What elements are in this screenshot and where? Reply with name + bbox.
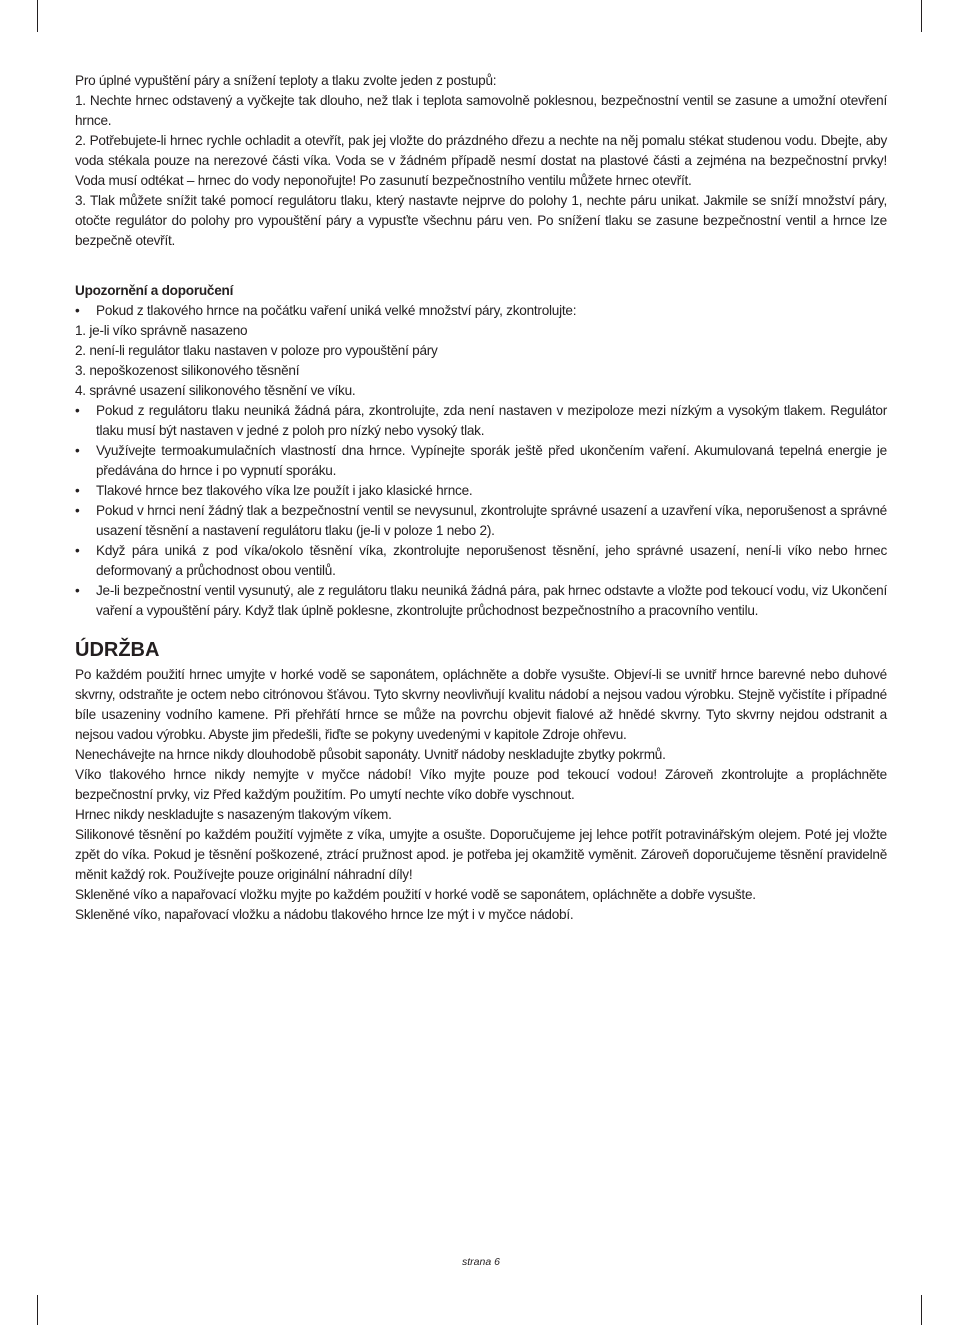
- maintenance-paragraph: Skleněné víko a napařovací vložku myjte po každém použití v horké vodě se saponátem, opláchněte a dobře vysušte.: [75, 887, 756, 902]
- warning-bullet: [75, 301, 887, 321]
- check-item: 4. správné usazení silikonového těsnění ve víku.: [75, 383, 356, 398]
- bullet-symbol: •: [75, 403, 80, 418]
- maintenance-paragraph: Skleněné víko, napařovací vložku a nádobu tlakového hrnce lze mýt i v myčce nádobí.: [75, 907, 574, 922]
- maintenance-paragraph: Nenechávejte na hrnce nikdy dlouhodobě působit saponáty. Uvnitř nádoby neskladujte zbytky pokrmů.: [75, 747, 666, 762]
- bullet-symbol: •: [75, 483, 80, 498]
- bullet-text: Pokud v hrnci není žádný tlak a bezpečnostní ventil se nevysunul, zkontrolujte správné usazení a uzavření víka, neporušenost a správné usazení těsnění a nastavení regulátoru tlaku (je-li v poloze 1 nebo 2).: [96, 503, 887, 538]
- spacer: [75, 251, 887, 269]
- warning-bullet: [75, 581, 887, 621]
- procedure-step-3: 3. Tlak můžete snížit také pomocí regulátoru tlaku, který nastavte nejprve do polohy 1, nechte páru unikat. Jakmile se sníží množství páry, otočte regulátor do polohy pro vypouštění páry a vypusťte všechnu páru ven. Po snížení tlaku se zasune bezpečnostní ventil a hrnce lze bezpečně otevřít.: [75, 193, 887, 248]
- maintenance-paragraph: Po každém použití hrnec umyjte v horké vodě se saponátem, opláchněte a dobře vysušte. Objeví-li se uvnitř hrnce barevné nebo duhové skvrny, odstraňte je octem nebo citrónovou šťávou. Tyto skvrny neovlivňují kvalitu nádobí a nejsou vadou výrobku. Stejně vyčistíte i případné bíle usazeniny vodního kamene. Při přehřátí hrnce se může na povrchu objevit fialové až hnědé skvrny. Tyto skvrny nejdou odstranit a nejsou vadou výrobku. Abyste jim předešli, řiďte se pokyny uvedenými v kapitole Zdroje ohřevu.: [75, 667, 887, 742]
- warning-bullet: [75, 401, 887, 441]
- bullet-symbol: •: [75, 543, 80, 558]
- check-item: 2. není-li regulátor tlaku nastaven v poloze pro vypouštění páry: [75, 343, 438, 358]
- bullet-text: Je-li bezpečnostní ventil vysunutý, ale z regulátoru tlaku neuniká žádná pára, pak hrnec odstavte a vložte pod tekoucí vodu, viz Ukončení vaření a vypouštění páry. Když tlak úplně poklesne, zkontrolujte průchodnost bezpečnostního a pracovního ventilu.: [96, 583, 887, 618]
- maintenance-paragraph: Hrnec nikdy neskladujte s nasazeným tlakovým víkem.: [75, 807, 392, 822]
- bullet-symbol: •: [75, 583, 80, 598]
- bullet-text: Využívejte termoakumulačních vlastností dna hrnce. Vypínejte sporák ještě před ukončením vaření. Akumulovaná tepelná energie je předávána do hrnce i po vypnutí sporáku.: [96, 443, 887, 478]
- maintenance-heading: ÚDRŽBA: [75, 639, 160, 661]
- check-item: 3. nepoškozenost silikonového těsnění: [75, 363, 300, 378]
- bullet-symbol: •: [75, 503, 80, 518]
- maintenance-paragraph: Silikonové těsnění po každém použití vyjměte z víka, umyjte a osušte. Doporučujeme jej lehce potřít potravinářským olejem. Poté jej vložte zpět do víka. Pokud je těsnění poškozené, ztrácí pružnost apod. je potřeba jej okamžitě vyměnit. Zároveň doporučujeme těsnění pravidelně měnit každý rok. Používejte pouze originální náhradní díly!: [75, 827, 887, 882]
- bullet-text: Tlakové hrnce bez tlakového víka lze použít i jako klasické hrnce.: [96, 483, 473, 498]
- crop-mark-top-left: [37, 0, 38, 32]
- bullet-text: Když pára uniká z pod víka/okolo těsnění víka, zkontrolujte neporušenost těsnění, jeho správné usazení, není-li víko nebo hrnec deformovaný a průchodnost obou ventilů.: [96, 543, 887, 578]
- page-content: [75, 71, 887, 925]
- bullet-text: Pokud z regulátoru tlaku neuniká žádná pára, zkontrolujte, zda není nastaven v mezipoloze mezi nízkým a vysokým tlakem. Regulátor tlaku musí být nastaven v jedné z poloh pro nízký nebo vysoký tlak.: [96, 403, 887, 438]
- bullet-symbol: •: [75, 303, 80, 318]
- warning-bullet: [75, 541, 887, 581]
- procedure-step-2: 2. Potřebujete-li hrnec rychle ochladit a otevřít, pak jej vložte do prázdného dřezu a nechte na něj pomalu stékat studenou vodu. Dbejte, aby voda stékala pouze na nerezové části víka. Voda se v žádném případě nesmí dostat na plastové části a zejména na bezpečnostní prvky! Voda musí odtékat – hrnec do vody neponořujte! Po zasunutí bezpečnostního ventilu můžete hrnec otevřít.: [75, 133, 887, 188]
- bullet-symbol: •: [75, 443, 80, 458]
- warning-bullet: [75, 501, 887, 541]
- procedure-intro: Pro úplné vypuštění páry a snížení teploty a tlaku zvolte jeden z postupů:: [75, 73, 497, 88]
- warning-bullet: [75, 441, 887, 481]
- crop-mark-bottom-left: [37, 1295, 38, 1325]
- check-item: 1. je-li víko správně nasazeno: [75, 323, 248, 338]
- procedure-step-1: 1. Nechte hrnec odstavený a vyčkejte tak dlouho, než tlak i teplota samovolně poklesnou, bezpečnostní ventil se zasune a umožní otevření hrnce.: [75, 93, 887, 128]
- warning-bullet: [75, 481, 887, 501]
- bullet-text: Pokud z tlakového hrnce na počátku vaření uniká velké množství páry, zkontrolujte:: [96, 303, 577, 318]
- page-number: strana 6: [462, 1256, 500, 1268]
- warnings-heading: Upozornění a doporučení: [75, 283, 234, 298]
- crop-mark-top-right: [921, 0, 922, 32]
- maintenance-paragraph: Víko tlakového hrnce nikdy nemyjte v myčce nádobí! Víko myjte pouze pod tekoucí vodou! Zároveň zkontrolujte a propláchněte bezpečnostní prvky, viz Před každým použitím. Po umytí nechte víko dobře vyschnout.: [75, 767, 887, 802]
- crop-mark-bottom-right: [921, 1295, 922, 1325]
